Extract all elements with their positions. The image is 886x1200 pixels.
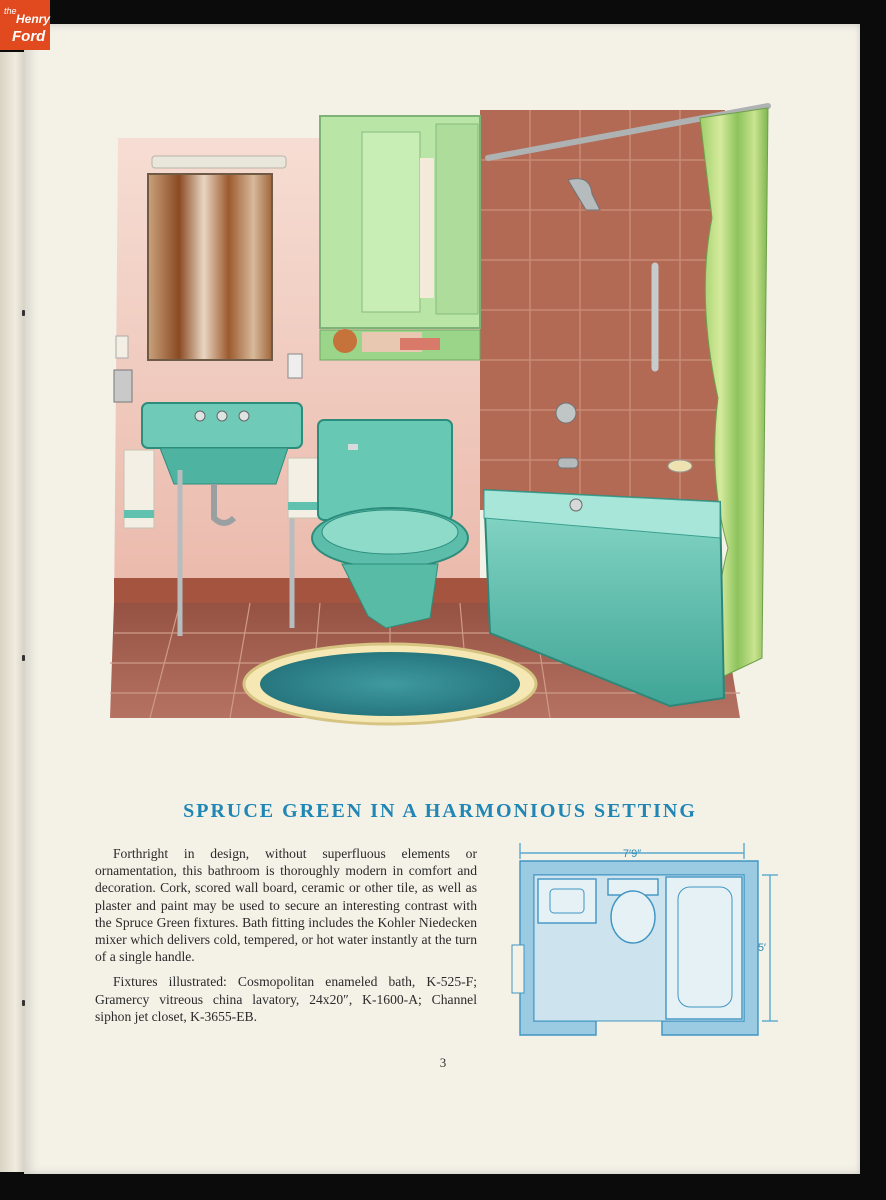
vase [333,329,357,353]
floor-plan [500,835,790,1060]
binding-mark [22,1000,25,1006]
plan-bathtub [666,877,742,1019]
binding-mark [22,655,25,661]
description-paragraph-1: Forthright in design, without superfluous elements or ornamentation, this bathroom is thoroughly modern in comfort and decoration. Cork, scored wall board, ceramic or other tile, as well as plaster and paint may be used to secure an interesting contrast with the Spruce Green fixtures. Bath fitting includes the Kohler Niedecken mixer which delivers cold, tempered, or hot water instantly at the turn of a single handle. [95,846,477,965]
tub-drain [570,499,582,511]
tub-spout [558,458,578,468]
logo-ford: Ford [12,28,46,45]
shelf-items [400,338,440,350]
description-text [95,845,477,1025]
binding-mark [22,310,25,316]
page-number: 3 [439,1055,447,1070]
toothbrush-holder [114,370,132,402]
soap-holder [288,354,302,378]
cabinet-shelf-items [420,158,434,298]
mixer-valve-handle [556,403,576,423]
logo-the: the [4,6,17,16]
page-heading: SPRUCE GREEN IN A HARMONIOUS SETTING [183,800,697,822]
width-label: 7′9″ [622,848,642,860]
bathroom-illustration [100,98,780,748]
logo-henry: Henry [16,12,51,26]
henry-ford-logo [0,0,50,50]
plan-toilet-bowl [611,891,655,943]
bath-rug-inner [260,652,520,716]
towel-stripe [288,502,320,510]
cabinet-door [436,124,478,314]
cabinet-door [362,132,420,312]
towel-stripe [124,510,154,518]
plan-door [512,945,524,993]
depth-label: 5′ [757,942,766,954]
fixtures-paragraph: Fixtures illustrated: Cosmopolitan enameled bath, K-525-F; Gramercy vitreous china lavatory, 24x20″, K-1600-A; Channel siphon jet closet, K-3655-EB. [95,974,477,1024]
wall-outlet [116,336,128,358]
mirror [148,174,272,360]
plan-lavatory [538,879,596,923]
soap-dish [668,460,692,472]
light-fixture [152,156,286,168]
